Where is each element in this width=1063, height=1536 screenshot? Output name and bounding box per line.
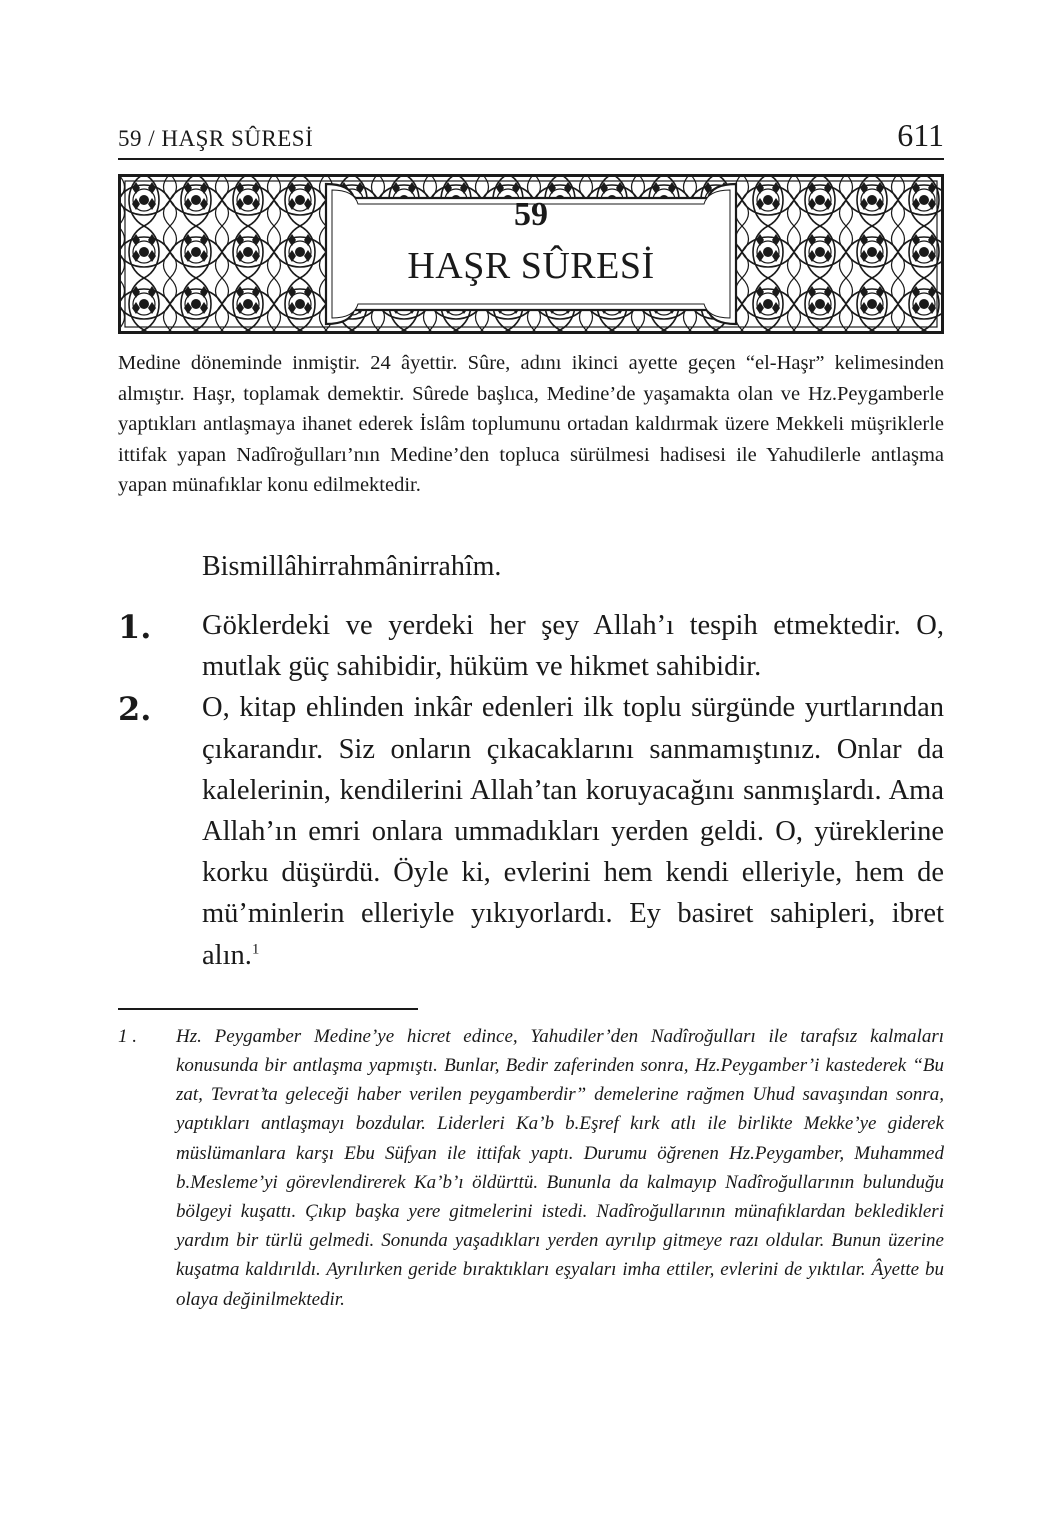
- running-header: [118, 110, 944, 160]
- ornamental-title-panel: [118, 174, 944, 334]
- title-box: [326, 174, 736, 334]
- footnote-reference[interactable]: 1: [251, 941, 260, 958]
- verse-text: Göklerdeki ve yerdeki her şey Allah’ı tespih etmektedir. O, mutlak güç sahibidir, hüküm ve hikmet sahibidir.: [202, 609, 944, 683]
- verse: [118, 605, 944, 687]
- footnote-text: Hz. Peygamber Medine’ye hicret edince, Yahudiler’den Nadîroğulları ile tarafsız kalmaları konusunda bir antlaşma yapmıştı. Bunlar, Bedir zaferinden sonra, Hz.Peygamber’i kastederek “Bu zat, Tevrat’ta geleceği haber verilen peygamberdir” demelerine rağmen Uhud savaşından sonra, yaptıkları antlaşmayı bozdular. Liderleri Ka’b b.Eşref kırk atlı ile birlikte Mekke’ye giderek müslümanlara karşı Ebu Süfyan ile ittifak yaptı. Durumu öğrenen Hz.Peygamber, Muhammed b.Mesleme’yi görevlendirerek Ka’b’ı öldürttü. Bununla da kalmayıp Nadîroğullarının bulunduğu bölgeyi kuşattı. Çıkıp başka yere gitmelerini istedi. Nadîroğullarının münafıklardan bekledikleri yardım bir türlü gelmedi. Sonunda yaşadıkları yerden ayrılıp gitmeye razı oldular. Bunun üzerine kuşatma kaldırıldı. Ayrılırken geride bıraktıkları eşyaları imha ettiler, evlerini de yıktılar. Âyette bu olaya değinilmektedir.: [176, 1025, 944, 1310]
- footnote-divider: [118, 1008, 418, 1010]
- verse-text: [202, 687, 944, 975]
- surah-name: HAŞR SÛRESİ: [407, 245, 655, 287]
- page-number: 611: [897, 117, 944, 153]
- verse-text-body: O, kitap ehlinden inkâr edenleri ilk toplu sürgünde yurtlarından çıkarandır. Siz onların çıkacaklarını sanmamıştınız. Onlar da kalelerinin, kendilerini Allah’tan koruyacağını sanmışlardı. Ama Allah’ın emri onlara ummadıkları yerden geldi. O, yüreklerine korku düşürdü. Öyle ki, evlerini hem kendi elleriyle, hem de mü’minlerin elleriyle yıkıyorlardı. Ey basiret sahipleri, ibret alın.: [202, 692, 944, 971]
- verse: [118, 687, 944, 975]
- footnote-label: 1 .: [118, 1025, 137, 1047]
- bismillah: Bismillâhirrahmânirrahîm.: [202, 550, 502, 582]
- verse-number: 1.: [118, 607, 152, 646]
- footnote: [118, 1022, 944, 1314]
- surah-number: 59: [514, 196, 548, 233]
- verse-number: 2.: [118, 690, 152, 729]
- intro-paragraph: Medine döneminde inmiştir. 24 âyettir. Sûre, adını ikinci ayette geçen “el-Haşr” kelimesinden almıştır. Haşr, toplamak demektir. Sûrede başlıca, Medine’de yaşamakta olan ve Hz.Peygamberle yaptıkları antlaşmaya ihanet ederek İslâm toplumunu ortadan kaldırmak üzere Mekkeli müşriklerle ittifak yapan Nadîroğulları’nın Medine’den topluca sürülmesi hadisesi ile Yahudilerle antlaşma yapan münafıklar konu edilmektedir.: [118, 352, 944, 497]
- book-page: [118, 110, 944, 1314]
- running-header-title: 59 / HAŞR SÛRESİ: [118, 126, 314, 151]
- verse-list: [118, 605, 944, 976]
